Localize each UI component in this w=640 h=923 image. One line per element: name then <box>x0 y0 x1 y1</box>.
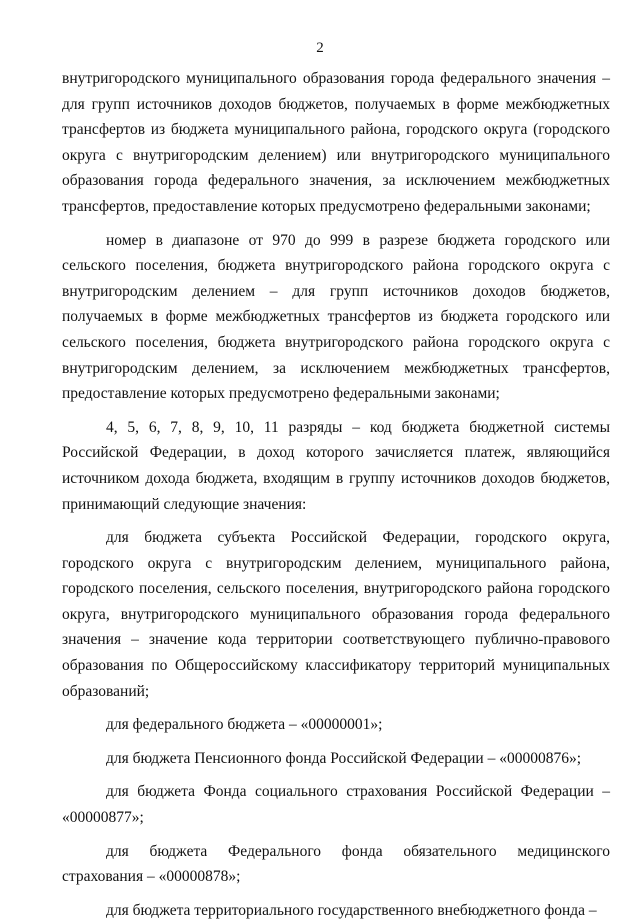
paragraph-federal-budget: для федерального бюджета – «00000001»; <box>106 716 383 734</box>
paragraph-social-insurance-fund: для бюджета Фонда социального страхования Российской Федерации – «00000877»; <box>62 783 610 827</box>
document-body <box>62 66 610 923</box>
paragraph-digits-4-11: 4, 5, 6, 7, 8, 9, 10, 11 разряды – код бюджета бюджетной системы Российской Федерации, в доход которого зачисляется платеж, являющийся источником дохода бюджета, входящим в группу источников доходов бюджетов, принимающий следующие значения: <box>62 418 610 513</box>
paragraph-medical-insurance-fund: для бюджета Федерального фонда обязательного медицинского страхования – «00000878»; <box>62 842 610 886</box>
paragraph-territorial-fund: для бюджета территориального государственного внебюджетного фонда – <box>106 901 597 919</box>
page-number: 2 <box>316 40 324 56</box>
paragraph-subject-budget: для бюджета субъекта Российской Федерации, городского округа, городского округа с внутригородским делением, муниципального района, городского поселения, сельского поселения, внутригородского района городского округа, внутригородского муниципального образования города федерального значения – значение кода территории соответствующего публично-правового образования по Общероссийскому классификатору территорий муниципальных образований; <box>62 529 610 700</box>
paragraph-pension-fund: для бюджета Пенсионного фонда Российской Федерации – «00000876»; <box>106 749 582 767</box>
paragraph-range-970-999: номер в диапазоне от 970 до 999 в разрезе бюджета городского или сельского поселения, бюджета внутригородского района городского округа с внутригородским делением – для групп источников доходов бюджетов, получаемых в форме межбюджетных трансфертов из бюджета городского или сельского поселения, бюджета внутригородского района городского округа с внутригородским делением, за исключением межбюджетных трансфертов, предоставление которых предусмотрено федеральными законами; <box>62 231 610 403</box>
paragraph-continuation: внутригородского муниципального образования города федерального значения – для групп источников доходов бюджетов, получаемых в форме межбюджетных трансфертов из бюджета муниципального района, городского округа (городского округа с внутригородским делением) или внутригородского муниципального образования города федерального значения, за исключением межбюджетных трансфертов, предоставление которых предусмотрено федеральными законами; <box>62 70 610 215</box>
